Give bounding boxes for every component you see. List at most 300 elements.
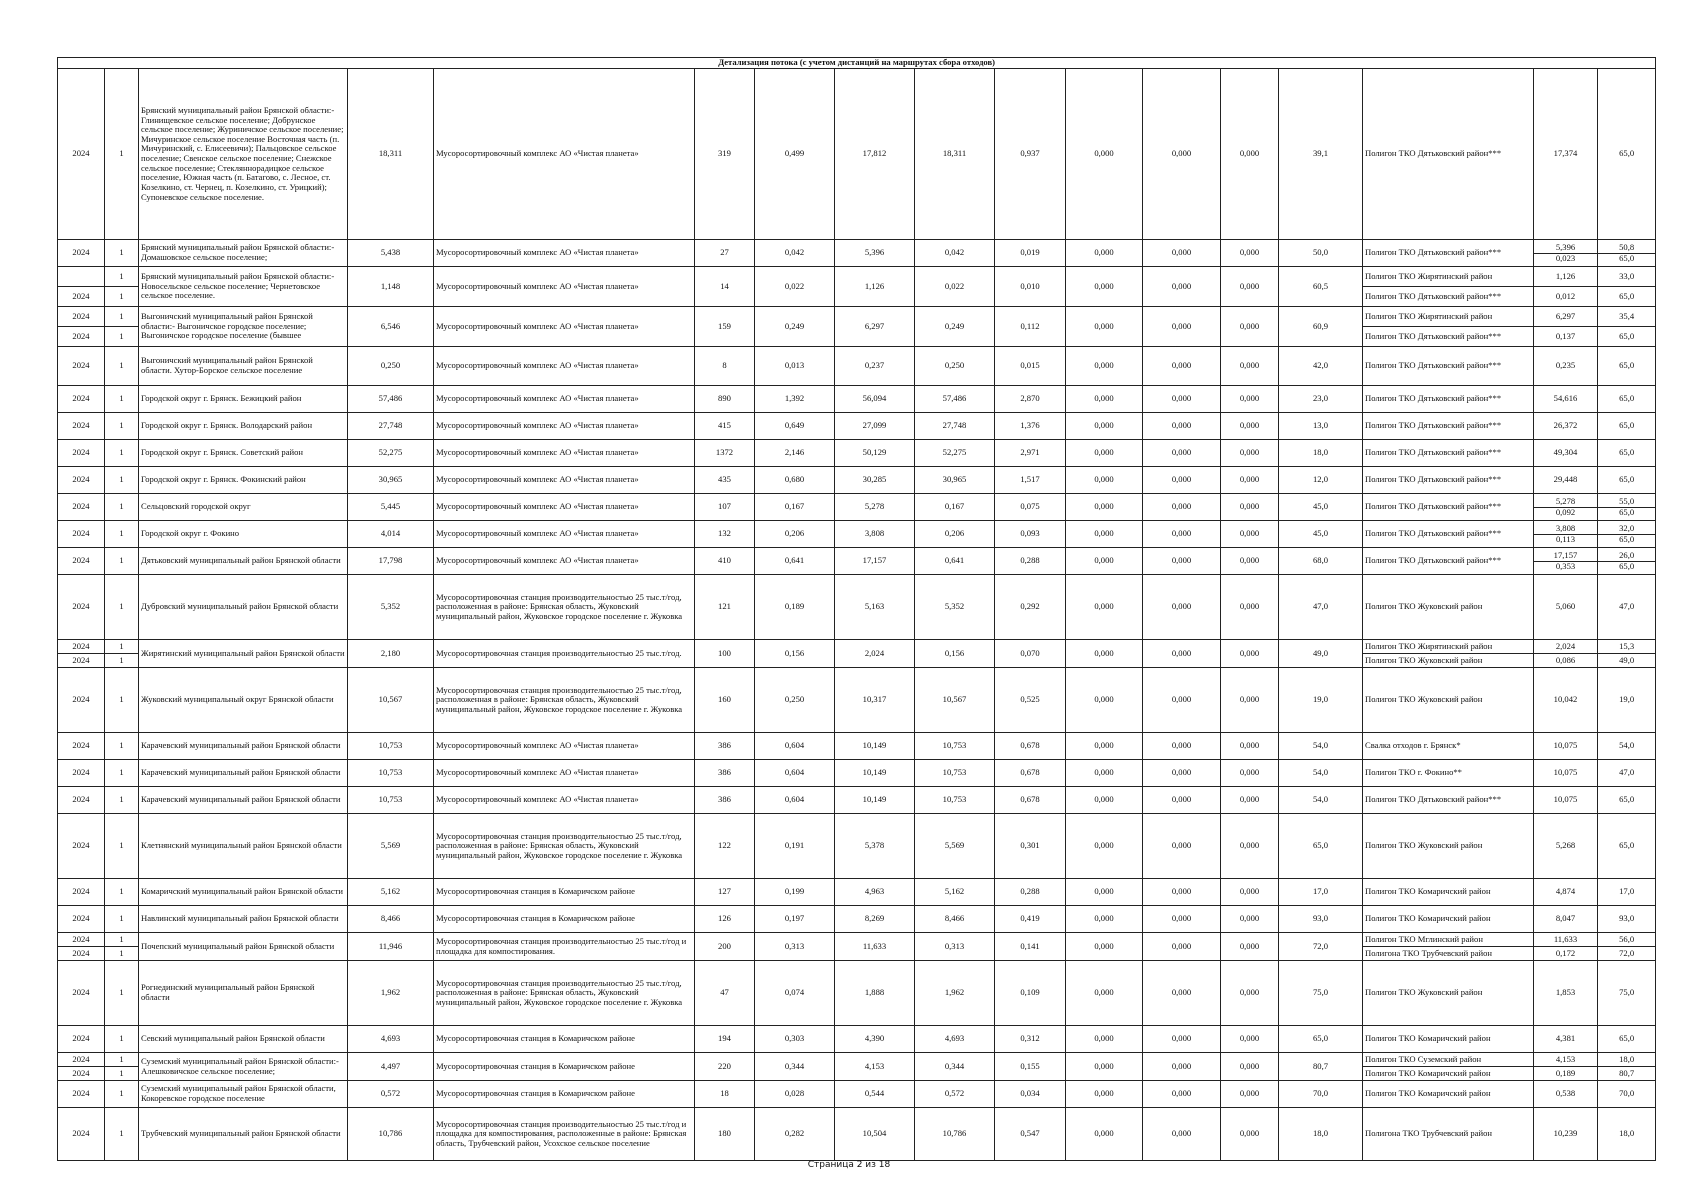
value-cell-v6: 0,000 <box>1143 467 1221 494</box>
destination-cell: Полигон ТКО Мглинский район <box>1363 933 1534 947</box>
table-row <box>58 787 1656 814</box>
value-cell-v3: 0,022 <box>915 267 995 307</box>
municipality-cell: Почепский муниципальный район Брянской области <box>139 933 348 961</box>
table-row <box>58 307 1656 327</box>
year-cell: 2024 <box>58 494 105 521</box>
value-cell-v4: 2,870 <box>995 386 1066 413</box>
value-cell-v4: 0,292 <box>995 575 1066 640</box>
year-cell <box>58 267 105 287</box>
capacity-cell: 410 <box>695 548 755 575</box>
destination-distance-cell: 65,0 <box>1598 413 1656 440</box>
value-cell-v3: 52,275 <box>915 440 995 467</box>
destination-cell: Полигон ТКО Дятьковский район*** <box>1363 347 1534 386</box>
value-cell-v5: 0,000 <box>1066 814 1143 879</box>
destination-mass-cell: 6,297 <box>1534 307 1598 327</box>
destination-distance-cell: 56,0 <box>1598 933 1656 947</box>
distance-cell: 54,0 <box>1279 787 1363 814</box>
value-cell-v5: 0,000 <box>1066 413 1143 440</box>
num-cell: 1 <box>105 947 139 961</box>
destination-distance-cell: 33,0 <box>1598 267 1656 287</box>
value-cell-v1: 0,344 <box>755 1053 835 1081</box>
value-cell-v2: 0,544 <box>835 1081 915 1108</box>
table-row <box>58 1053 1656 1067</box>
value-cell-v6: 0,000 <box>1143 1081 1221 1108</box>
municipality-cell: Городской округ г. Брянск. Фокинский район <box>139 467 348 494</box>
facility-cell: Мусоросортировочная станция в Комаричском районе <box>434 879 695 906</box>
mass-cell: 1,148 <box>348 267 434 307</box>
capacity-cell: 121 <box>695 575 755 640</box>
distance-cell: 13,0 <box>1279 413 1363 440</box>
value-cell-v6: 0,000 <box>1143 413 1221 440</box>
num-cell: 1 <box>105 413 139 440</box>
destination-cell: Полигон ТКО Дятьковский район*** <box>1363 287 1534 307</box>
mass-cell: 52,275 <box>348 440 434 467</box>
value-cell-v1: 0,028 <box>755 1081 835 1108</box>
value-cell-v3: 0,167 <box>915 494 995 521</box>
table-row <box>58 267 1656 287</box>
table-row <box>58 494 1656 521</box>
destination-distance-cell: 35,4 <box>1598 307 1656 327</box>
value-cell-v1: 0,604 <box>755 787 835 814</box>
value-cell-v1: 0,282 <box>755 1108 835 1161</box>
value-cell-v5: 0,000 <box>1066 69 1143 240</box>
value-cell-v4: 0,678 <box>995 733 1066 760</box>
destination-mass-cell: 0,172 <box>1534 947 1598 961</box>
num-cell: 1 <box>105 1067 139 1081</box>
num-cell: 1 <box>105 548 139 575</box>
value-cell-v2: 8,269 <box>835 906 915 933</box>
value-cell-v3: 0,206 <box>915 521 995 548</box>
capacity-cell: 435 <box>695 467 755 494</box>
mass-cell: 11,946 <box>348 933 434 961</box>
capacity-cell: 220 <box>695 1053 755 1081</box>
table-row <box>58 814 1656 879</box>
destination-mass-cell: 0,538 <box>1534 1081 1598 1108</box>
value-cell-v1: 0,189 <box>755 575 835 640</box>
facility-cell: Мусоросортировочная станция производительностью 25 тыс.т/год и площадка для компостирования, расположенные в районе: Брянская область, Трубчевский район, Усохское сельское поселение <box>434 1108 695 1161</box>
destination-mass-cell: 4,874 <box>1534 879 1598 906</box>
value-cell-v7: 0,000 <box>1221 1108 1279 1161</box>
capacity-cell: 160 <box>695 668 755 733</box>
destination-cell: Полигон ТКО Жуковский район <box>1363 668 1534 733</box>
facility-cell: Мусоросортировочный комплекс АО «Чистая планета» <box>434 440 695 467</box>
value-cell-v7: 0,000 <box>1221 467 1279 494</box>
value-cell-v7: 0,000 <box>1221 1053 1279 1081</box>
value-cell-v7: 0,000 <box>1221 733 1279 760</box>
value-cell-v6: 0,000 <box>1143 494 1221 521</box>
table-row <box>58 347 1656 386</box>
facility-cell: Мусоросортировочный комплекс АО «Чистая планета» <box>434 521 695 548</box>
value-cell-v2: 4,153 <box>835 1053 915 1081</box>
destination-distance-cell: 54,0 <box>1598 733 1656 760</box>
distance-cell: 54,0 <box>1279 733 1363 760</box>
value-cell-v2: 2,024 <box>835 640 915 668</box>
value-cell-v1: 0,641 <box>755 548 835 575</box>
municipality-cell: Жирятинский муниципальный район Брянской области <box>139 640 348 668</box>
destination-mass-cell: 10,042 <box>1534 668 1598 733</box>
capacity-cell: 8 <box>695 347 755 386</box>
value-cell-v1: 0,249 <box>755 307 835 347</box>
facility-cell: Мусоросортировочная станция производительностью 25 тыс.т/год, расположенная в районе: Брянская область, Жуковский муниципальный район, Жуковское городское поселение г. Жуковка <box>434 668 695 733</box>
mass-cell: 57,486 <box>348 386 434 413</box>
destination-distance-cell: 65,0 <box>1598 327 1656 347</box>
mass-cell: 5,445 <box>348 494 434 521</box>
year-cell: 2024 <box>58 327 105 347</box>
year-cell: 2024 <box>58 906 105 933</box>
value-cell-v6: 0,000 <box>1143 1053 1221 1081</box>
year-cell: 2024 <box>58 879 105 906</box>
destination-cell: Полигон ТКО Комаричский район <box>1363 879 1534 906</box>
value-cell-v4: 0,419 <box>995 906 1066 933</box>
distance-cell: 17,0 <box>1279 879 1363 906</box>
destination-cell: Полигон ТКО Дятьковский район*** <box>1363 386 1534 413</box>
destination-distance-upper: 26,0 <box>1598 551 1655 562</box>
destination-distance-cell: 65,0 <box>1598 787 1656 814</box>
destination-cell: Полигон ТКО Комаричский район <box>1363 1026 1534 1053</box>
table-row <box>58 668 1656 733</box>
destination-distance-cell: 19,0 <box>1598 668 1656 733</box>
capacity-cell: 126 <box>695 906 755 933</box>
value-cell-v7: 0,000 <box>1221 961 1279 1026</box>
num-cell: 1 <box>105 733 139 760</box>
num-cell: 1 <box>105 879 139 906</box>
value-cell-v6: 0,000 <box>1143 933 1221 961</box>
destination-distance-cell: 65,0 <box>1598 386 1656 413</box>
destination-cell: Полигон ТКО Дятьковский район*** <box>1363 521 1534 548</box>
destination-distance-cell: 17,0 <box>1598 879 1656 906</box>
num-cell: 1 <box>105 961 139 1026</box>
value-cell-v5: 0,000 <box>1066 760 1143 787</box>
num-cell: 1 <box>105 327 139 347</box>
value-cell-v2: 10,149 <box>835 787 915 814</box>
value-cell-v2: 1,126 <box>835 267 915 307</box>
value-cell-v6: 0,000 <box>1143 521 1221 548</box>
value-cell-v4: 0,010 <box>995 267 1066 307</box>
capacity-cell: 14 <box>695 267 755 307</box>
value-cell-v4: 0,019 <box>995 240 1066 267</box>
value-cell-v6: 0,000 <box>1143 668 1221 733</box>
value-cell-v7: 0,000 <box>1221 521 1279 548</box>
value-cell-v1: 0,042 <box>755 240 835 267</box>
facility-cell: Мусоросортировочная станция производительностью 25 тыс.т/год и площадка для компостирования. <box>434 933 695 961</box>
destination-mass-cell: 4,381 <box>1534 1026 1598 1053</box>
destination-distance-cell <box>1598 240 1656 267</box>
destination-distance-lower: 65,0 <box>1619 506 1635 517</box>
facility-cell: Мусоросортировочный комплекс АО «Чистая планета» <box>434 760 695 787</box>
distance-cell: 60,5 <box>1279 267 1363 307</box>
value-cell-v6: 0,000 <box>1143 814 1221 879</box>
municipality-cell: Сельцовский городской округ <box>139 494 348 521</box>
destination-mass-upper: 17,157 <box>1534 551 1597 562</box>
value-cell-v3: 0,313 <box>915 933 995 961</box>
destination-cell: Полигон ТКО Дятьковский район*** <box>1363 440 1534 467</box>
num-cell: 1 <box>105 906 139 933</box>
destination-mass-lower: 0,353 <box>1555 560 1576 571</box>
value-cell-v1: 2,146 <box>755 440 835 467</box>
facility-cell: Мусоросортировочная станция в Комаричском районе <box>434 1026 695 1053</box>
value-cell-v1: 0,313 <box>755 933 835 961</box>
table-row <box>58 640 1656 654</box>
value-cell-v5: 0,000 <box>1066 240 1143 267</box>
mass-cell: 4,693 <box>348 1026 434 1053</box>
destination-mass-cell: 49,304 <box>1534 440 1598 467</box>
facility-cell: Мусоросортировочная станция в Комаричском районе <box>434 1081 695 1108</box>
destination-mass-upper: 5,278 <box>1534 497 1597 508</box>
distance-cell: 50,0 <box>1279 240 1363 267</box>
value-cell-v2: 3,808 <box>835 521 915 548</box>
num-cell: 1 <box>105 760 139 787</box>
value-cell-v7: 0,000 <box>1221 787 1279 814</box>
value-cell-v6: 0,000 <box>1143 640 1221 668</box>
value-cell-v7: 0,000 <box>1221 1081 1279 1108</box>
table-row <box>58 1026 1656 1053</box>
value-cell-v1: 0,156 <box>755 640 835 668</box>
destination-mass-cell: 11,633 <box>1534 933 1598 947</box>
destination-cell: Полигон ТКО Дятьковский район*** <box>1363 787 1534 814</box>
destination-distance-cell: 47,0 <box>1598 760 1656 787</box>
table-row <box>58 760 1656 787</box>
value-cell-v4: 0,109 <box>995 961 1066 1026</box>
table-row <box>58 961 1656 1026</box>
value-cell-v3: 30,965 <box>915 467 995 494</box>
mass-cell: 8,466 <box>348 906 434 933</box>
value-cell-v7: 0,000 <box>1221 69 1279 240</box>
distance-cell: 18,0 <box>1279 440 1363 467</box>
year-cell: 2024 <box>58 760 105 787</box>
value-cell-v6: 0,000 <box>1143 307 1221 347</box>
facility-cell: Мусоросортировочная станция производительностью 25 тыс.т/год, расположенная в районе: Брянская область, Жуковский муниципальный район, Жуковское городское поселение г. Жуковка <box>434 961 695 1026</box>
distance-cell: 18,0 <box>1279 1108 1363 1161</box>
value-cell-v5: 0,000 <box>1066 1053 1143 1081</box>
value-cell-v3: 10,753 <box>915 787 995 814</box>
mass-cell: 30,965 <box>348 467 434 494</box>
value-cell-v2: 27,099 <box>835 413 915 440</box>
value-cell-v6: 0,000 <box>1143 787 1221 814</box>
value-cell-v6: 0,000 <box>1143 879 1221 906</box>
distance-cell: 65,0 <box>1279 1026 1363 1053</box>
destination-cell: Полигон ТКО Комаричский район <box>1363 906 1534 933</box>
destination-cell: Полигон ТКО Жирятинский район <box>1363 640 1534 654</box>
value-cell-v7: 0,000 <box>1221 668 1279 733</box>
value-cell-v2: 10,149 <box>835 760 915 787</box>
value-cell-v3: 5,352 <box>915 575 995 640</box>
value-cell-v2: 0,237 <box>835 347 915 386</box>
destination-mass-cell <box>1534 548 1598 575</box>
value-cell-v5: 0,000 <box>1066 467 1143 494</box>
destination-mass-cell: 4,153 <box>1534 1053 1598 1067</box>
value-cell-v1: 0,199 <box>755 879 835 906</box>
value-cell-v5: 0,000 <box>1066 440 1143 467</box>
year-cell: 2024 <box>58 413 105 440</box>
year-cell: 2024 <box>58 287 105 307</box>
destination-distance-cell: 65,0 <box>1598 347 1656 386</box>
destination-cell: Полигон ТКО Жуковский район <box>1363 961 1534 1026</box>
year-cell: 2024 <box>58 814 105 879</box>
mass-cell: 5,438 <box>348 240 434 267</box>
destination-mass-cell <box>1534 240 1598 267</box>
value-cell-v7: 0,000 <box>1221 906 1279 933</box>
value-cell-v3: 0,641 <box>915 548 995 575</box>
value-cell-v4: 0,678 <box>995 760 1066 787</box>
destination-mass-cell: 0,235 <box>1534 347 1598 386</box>
value-cell-v5: 0,000 <box>1066 906 1143 933</box>
table-row <box>58 413 1656 440</box>
distance-cell: 12,0 <box>1279 467 1363 494</box>
mass-cell: 27,748 <box>348 413 434 440</box>
table-row <box>58 69 1656 240</box>
num-cell: 1 <box>105 1108 139 1161</box>
municipality-cell: Городской округ г. Фокино <box>139 521 348 548</box>
value-cell-v2: 56,094 <box>835 386 915 413</box>
facility-cell: Мусоросортировочный комплекс АО «Чистая планета» <box>434 307 695 347</box>
capacity-cell: 386 <box>695 733 755 760</box>
mass-cell: 10,786 <box>348 1108 434 1161</box>
capacity-cell: 415 <box>695 413 755 440</box>
value-cell-v5: 0,000 <box>1066 1081 1143 1108</box>
destination-distance-cell: 65,0 <box>1598 287 1656 307</box>
destination-distance-cell: 75,0 <box>1598 961 1656 1026</box>
capacity-cell: 100 <box>695 640 755 668</box>
destination-mass-cell: 17,374 <box>1534 69 1598 240</box>
num-cell: 1 <box>105 386 139 413</box>
num-cell: 1 <box>105 1026 139 1053</box>
destination-cell: Полигон ТКО Дятьковский район*** <box>1363 494 1534 521</box>
destination-cell: Полигон ТКО Суземский район <box>1363 1053 1534 1067</box>
value-cell-v5: 0,000 <box>1066 1026 1143 1053</box>
distance-cell: 60,9 <box>1279 307 1363 347</box>
municipality-cell: Трубчевский муниципальный район Брянской области <box>139 1108 348 1161</box>
mass-cell: 10,753 <box>348 760 434 787</box>
destination-cell: Полигон ТКО Дятьковский район*** <box>1363 548 1534 575</box>
num-cell: 1 <box>105 654 139 668</box>
capacity-cell: 27 <box>695 240 755 267</box>
year-cell: 2024 <box>58 933 105 947</box>
destination-distance-cell <box>1598 548 1656 575</box>
value-cell-v7: 0,000 <box>1221 386 1279 413</box>
table-header-row <box>58 58 1656 69</box>
value-cell-v7: 0,000 <box>1221 347 1279 386</box>
value-cell-v3: 8,466 <box>915 906 995 933</box>
value-cell-v6: 0,000 <box>1143 961 1221 1026</box>
destination-distance-cell: 47,0 <box>1598 575 1656 640</box>
destination-distance-cell: 80,7 <box>1598 1067 1656 1081</box>
value-cell-v3: 5,162 <box>915 879 995 906</box>
value-cell-v3: 57,486 <box>915 386 995 413</box>
capacity-cell: 159 <box>695 307 755 347</box>
municipality-cell: Жуковский муниципальный округ Брянской области <box>139 668 348 733</box>
value-cell-v3: 0,572 <box>915 1081 995 1108</box>
mass-cell: 5,569 <box>348 814 434 879</box>
municipality-cell: Навлинский муниципальный район Брянской области <box>139 906 348 933</box>
destination-distance-cell: 18,0 <box>1598 1053 1656 1067</box>
value-cell-v7: 0,000 <box>1221 879 1279 906</box>
value-cell-v6: 0,000 <box>1143 1108 1221 1161</box>
value-cell-v5: 0,000 <box>1066 575 1143 640</box>
mass-cell: 17,798 <box>348 548 434 575</box>
value-cell-v1: 0,604 <box>755 760 835 787</box>
year-cell: 2024 <box>58 1026 105 1053</box>
value-cell-v2: 6,297 <box>835 307 915 347</box>
num-cell: 1 <box>105 668 139 733</box>
num-cell: 1 <box>105 440 139 467</box>
year-cell: 2024 <box>58 440 105 467</box>
capacity-cell: 122 <box>695 814 755 879</box>
num-cell: 1 <box>105 814 139 879</box>
destination-distance-lower: 65,0 <box>1619 533 1635 544</box>
destination-distance-cell: 65,0 <box>1598 467 1656 494</box>
destination-mass-cell: 5,060 <box>1534 575 1598 640</box>
year-cell: 2024 <box>58 1081 105 1108</box>
year-cell: 2024 <box>58 640 105 654</box>
destination-mass-cell: 10,239 <box>1534 1108 1598 1161</box>
facility-cell: Мусоросортировочная станция в Комаричском районе <box>434 1053 695 1081</box>
municipality-cell: Карачевский муниципальный район Брянской области <box>139 760 348 787</box>
destination-mass-cell: 1,126 <box>1534 267 1598 287</box>
value-cell-v3: 0,156 <box>915 640 995 668</box>
value-cell-v1: 0,022 <box>755 267 835 307</box>
value-cell-v1: 0,604 <box>755 733 835 760</box>
value-cell-v5: 0,000 <box>1066 347 1143 386</box>
value-cell-v3: 0,344 <box>915 1053 995 1081</box>
value-cell-v4: 1,376 <box>995 413 1066 440</box>
value-cell-v2: 30,285 <box>835 467 915 494</box>
value-cell-v6: 0,000 <box>1143 906 1221 933</box>
destination-cell: Полигон ТКО Жирятинский район <box>1363 307 1534 327</box>
destination-distance-cell: 65,0 <box>1598 814 1656 879</box>
destination-mass-cell: 54,616 <box>1534 386 1598 413</box>
mass-cell: 2,180 <box>348 640 434 668</box>
facility-cell: Мусоросортировочная станция производительностью 25 тыс.т/год. <box>434 640 695 668</box>
table-row <box>58 521 1656 548</box>
municipality-cell: Городской округ г. Брянск. Володарский район <box>139 413 348 440</box>
destination-distance-cell: 70,0 <box>1598 1081 1656 1108</box>
destination-mass-lower: 0,113 <box>1555 533 1576 544</box>
value-cell-v7: 0,000 <box>1221 760 1279 787</box>
destination-cell: Полигон ТКО Жуковский район <box>1363 654 1534 668</box>
value-cell-v4: 0,312 <box>995 1026 1066 1053</box>
num-cell: 1 <box>105 240 139 267</box>
destination-mass-cell: 0,086 <box>1534 654 1598 668</box>
value-cell-v3: 10,786 <box>915 1108 995 1161</box>
municipality-cell: Брянский муниципальный район Брянской области:- Новосельское сельское поселение; Чернетовское сельское поселение. <box>139 267 348 307</box>
municipality-cell: Суземский муниципальный район Брянской области, Кокоревское городское поселение <box>139 1081 348 1108</box>
municipality-cell: Выгоничский муниципальный район Брянской области:- Выгоничское городское поселение; Выгоничское городское поселение (бывшее <box>139 307 348 347</box>
destination-distance-lower: 65,0 <box>1619 560 1635 571</box>
value-cell-v1: 1,392 <box>755 386 835 413</box>
capacity-cell: 47 <box>695 961 755 1026</box>
facility-cell: Мусоросортировочный комплекс АО «Чистая планета» <box>434 267 695 307</box>
value-cell-v7: 0,000 <box>1221 267 1279 307</box>
facility-cell: Мусоросортировочный комплекс АО «Чистая планета» <box>434 386 695 413</box>
value-cell-v4: 0,678 <box>995 787 1066 814</box>
table-row <box>58 575 1656 640</box>
value-cell-v3: 4,693 <box>915 1026 995 1053</box>
value-cell-v6: 0,000 <box>1143 733 1221 760</box>
table-row <box>58 1081 1656 1108</box>
value-cell-v1: 0,197 <box>755 906 835 933</box>
distance-cell: 47,0 <box>1279 575 1363 640</box>
table-row <box>58 467 1656 494</box>
destination-cell: Полигона ТКО Трубчевский район <box>1363 947 1534 961</box>
value-cell-v2: 10,149 <box>835 733 915 760</box>
destination-mass-cell <box>1534 521 1598 548</box>
distance-cell: 93,0 <box>1279 906 1363 933</box>
destination-mass-cell: 5,268 <box>1534 814 1598 879</box>
value-cell-v1: 0,013 <box>755 347 835 386</box>
num-cell: 1 <box>105 267 139 287</box>
distance-cell: 80,7 <box>1279 1053 1363 1081</box>
facility-cell: Мусоросортировочный комплекс АО «Чистая планета» <box>434 69 695 240</box>
